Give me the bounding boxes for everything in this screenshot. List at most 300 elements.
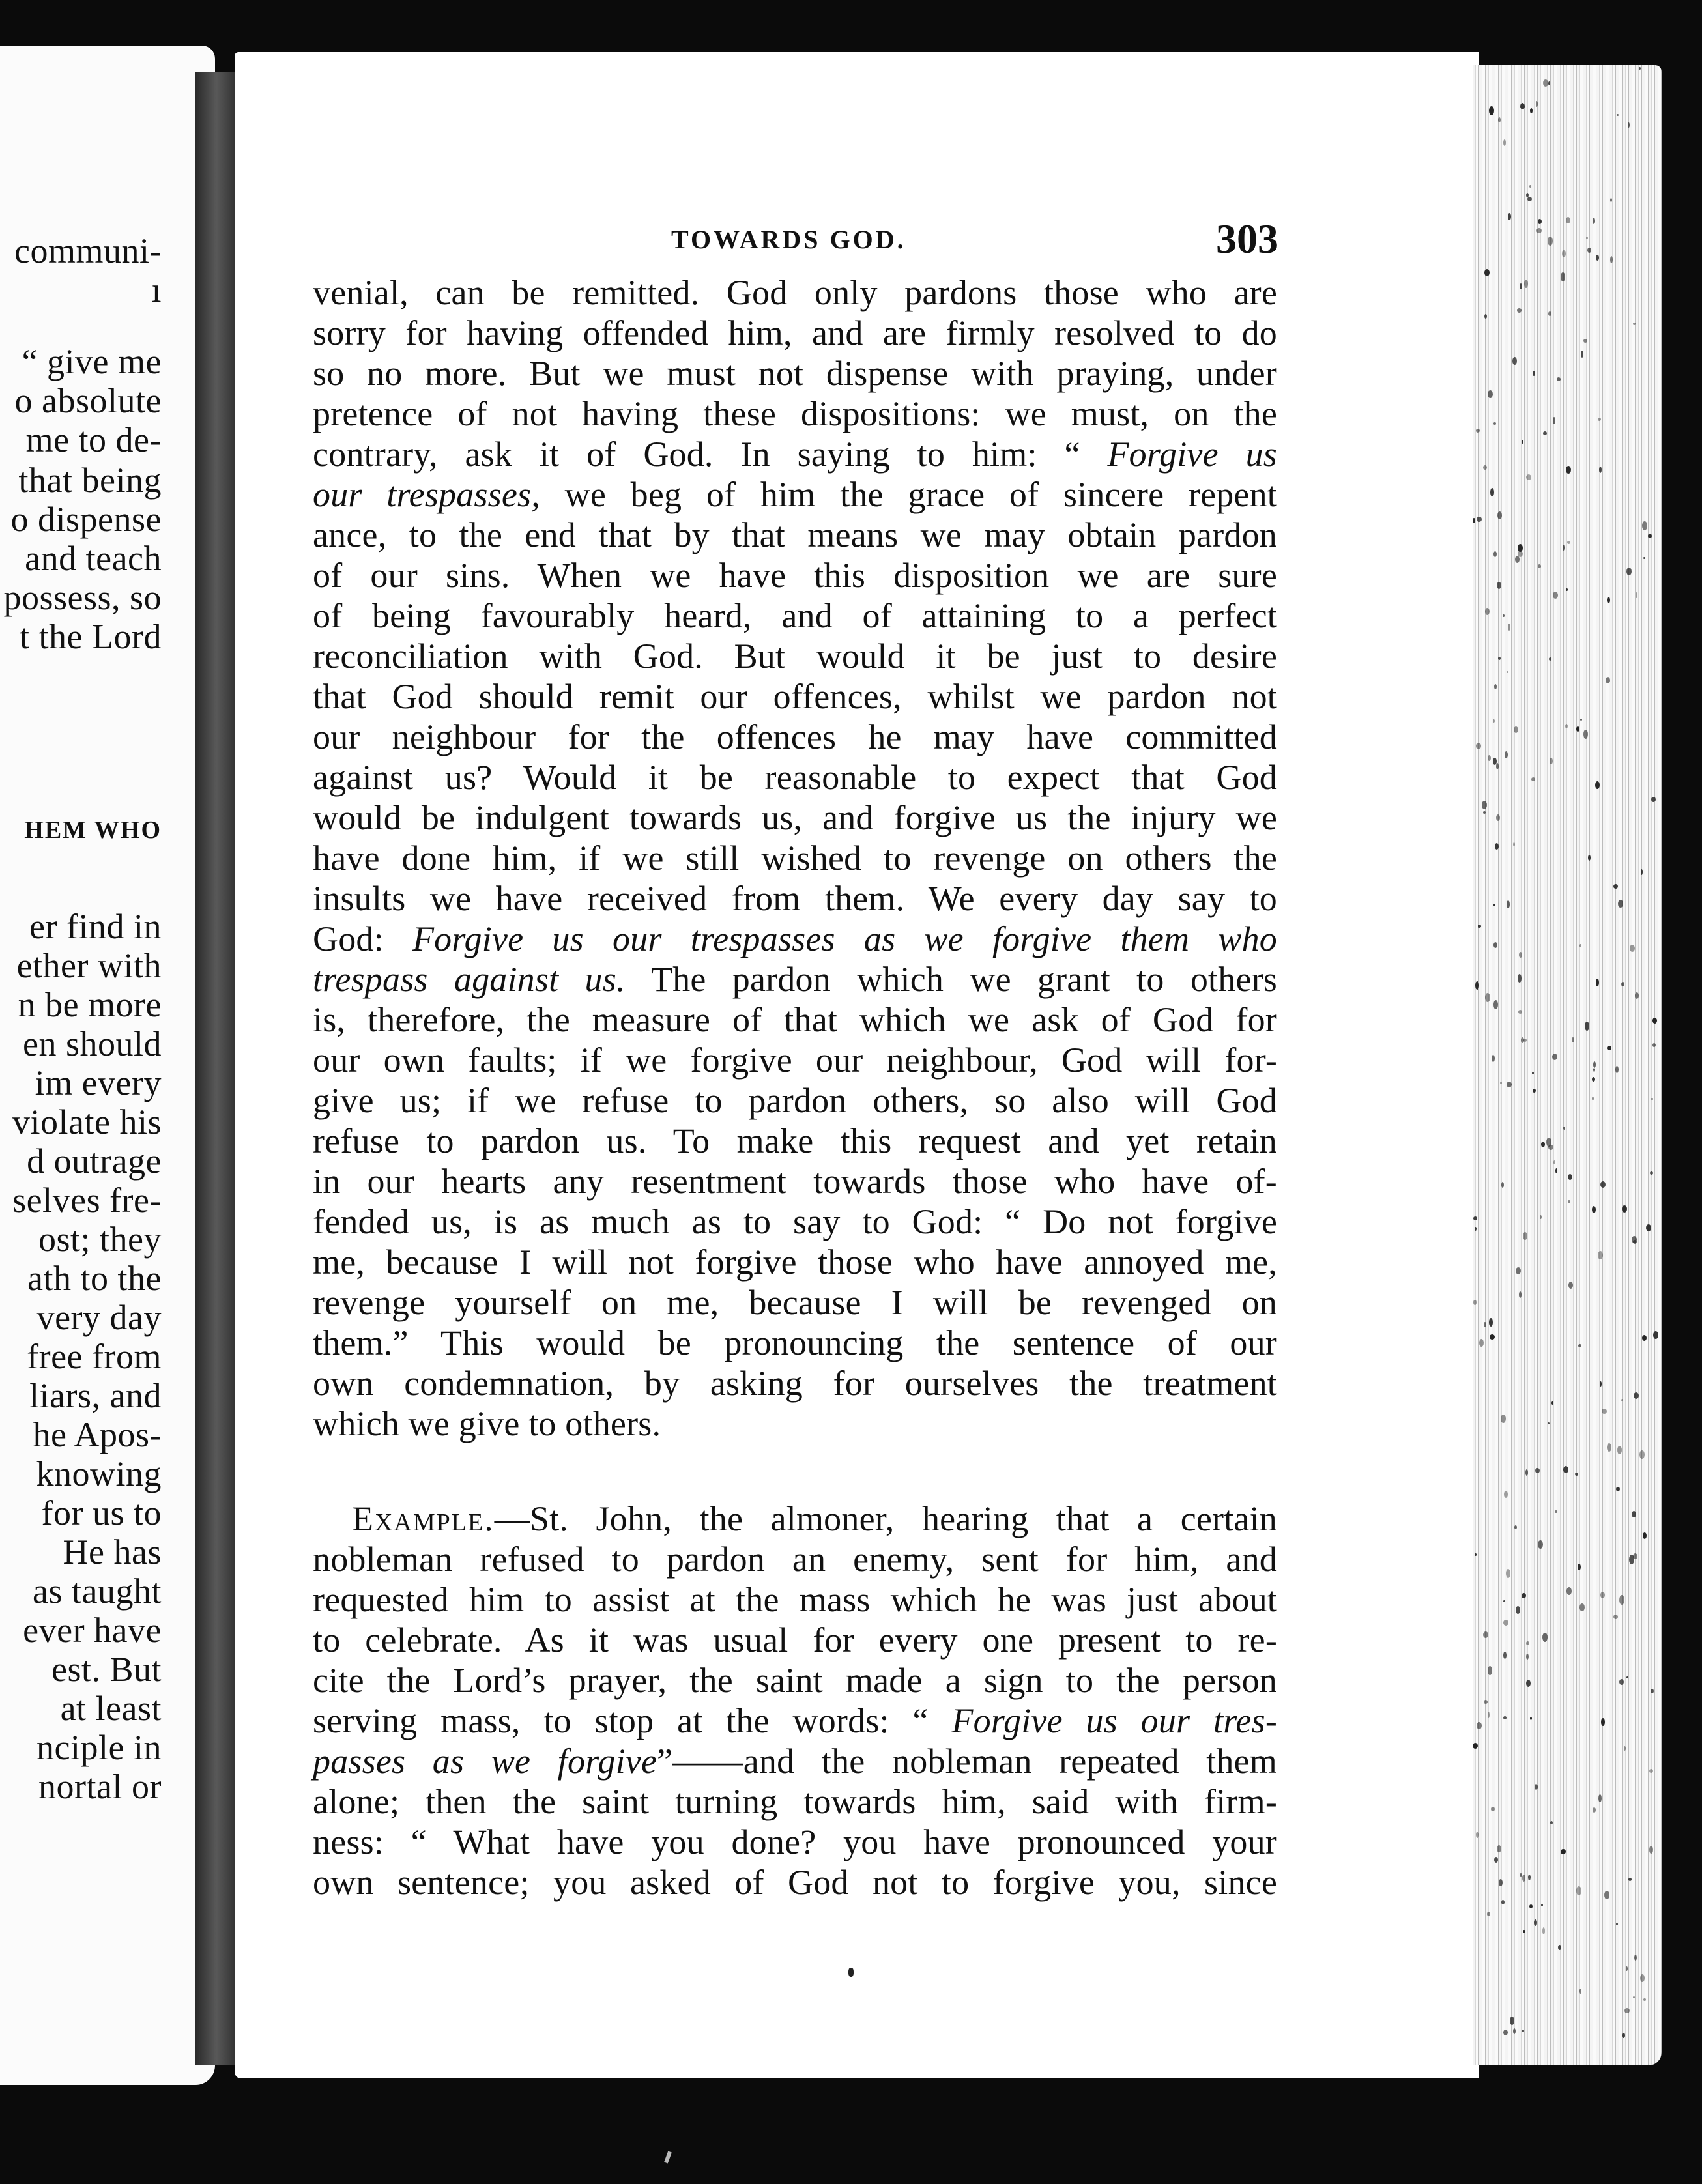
text-line bbox=[313, 1741, 1277, 1781]
edge-speck bbox=[1512, 357, 1517, 365]
edge-speck bbox=[1567, 541, 1570, 544]
edge-speck bbox=[1490, 488, 1494, 496]
edge-speck bbox=[1634, 1955, 1637, 1961]
edge-speck bbox=[1565, 724, 1568, 728]
left-page-line: im every bbox=[35, 1063, 162, 1102]
left-page-line: ı bbox=[151, 270, 162, 309]
text-line bbox=[313, 959, 1277, 999]
edge-speck bbox=[1593, 1068, 1595, 1072]
edge-speck bbox=[1503, 1620, 1508, 1626]
text-span: ”——and the nobleman repeated them bbox=[657, 1742, 1278, 1781]
edge-speck bbox=[1476, 429, 1480, 433]
left-page-line: “ give me bbox=[22, 342, 162, 381]
edge-speck bbox=[1503, 2030, 1508, 2035]
text-span: requested him to assist at the mass which he was just about bbox=[313, 1580, 1277, 1619]
body-text bbox=[313, 272, 1277, 1903]
text-span: refuse to pardon us. To make this request and yet retain bbox=[313, 1121, 1277, 1160]
edge-speck bbox=[1529, 185, 1531, 188]
edge-speck bbox=[1535, 1468, 1540, 1473]
edge-speck bbox=[1531, 777, 1535, 781]
edge-speck bbox=[1484, 269, 1490, 276]
edge-speck bbox=[1519, 952, 1522, 958]
text-span: is, therefore, the measure of that which we ask of God for bbox=[313, 1000, 1277, 1039]
left-page-line: ether with bbox=[16, 946, 162, 985]
edge-speck bbox=[1477, 517, 1482, 522]
edge-speck bbox=[1514, 726, 1518, 733]
left-page-line: he Apos- bbox=[33, 1415, 162, 1454]
edge-speck bbox=[1640, 1974, 1645, 1982]
text-span: give us; if we refuse to pardon others, so also will God bbox=[313, 1081, 1277, 1120]
edge-speck bbox=[1581, 351, 1583, 358]
edge-speck bbox=[1549, 657, 1551, 661]
text-line bbox=[313, 1701, 1277, 1741]
edge-speck bbox=[1628, 122, 1630, 128]
text-line bbox=[313, 1499, 1277, 1539]
left-page-line: for us to bbox=[41, 1493, 162, 1532]
edge-speck bbox=[1652, 1018, 1657, 1024]
text-line bbox=[313, 434, 1277, 474]
edge-speck bbox=[1479, 1339, 1484, 1347]
edge-speck bbox=[1552, 1054, 1557, 1060]
left-page-line: that being bbox=[18, 461, 162, 500]
edge-speck bbox=[1522, 2030, 1524, 2032]
text-line bbox=[313, 636, 1277, 676]
edge-speck bbox=[1501, 1415, 1506, 1423]
edge-speck bbox=[1566, 217, 1570, 223]
edge-speck bbox=[1498, 117, 1501, 122]
edge-speck bbox=[1533, 371, 1535, 376]
edge-speck bbox=[1528, 1875, 1531, 1880]
left-page-line: possess, so bbox=[3, 578, 162, 617]
edge-speck bbox=[1527, 197, 1532, 201]
edge-speck bbox=[1630, 945, 1635, 952]
edge-speck bbox=[1643, 1998, 1646, 2001]
edge-speck bbox=[1517, 308, 1522, 313]
left-page-line: o absolute bbox=[14, 381, 162, 420]
edge-speck bbox=[1497, 511, 1502, 519]
text-span: have done him, if we still wished to revenge on others the bbox=[313, 839, 1277, 878]
edge-speck bbox=[1576, 1886, 1581, 1895]
text-line bbox=[313, 757, 1277, 797]
edge-speck bbox=[1489, 106, 1494, 115]
edge-speck bbox=[1635, 992, 1639, 999]
edge-speck bbox=[1494, 1857, 1498, 1863]
text-line bbox=[313, 353, 1277, 394]
edge-speck bbox=[1592, 1206, 1596, 1213]
edge-speck bbox=[1636, 592, 1637, 598]
edge-speck bbox=[1508, 624, 1510, 631]
edge-speck bbox=[1540, 1215, 1542, 1219]
left-page-line: as taught bbox=[33, 1572, 162, 1611]
left-page-line: He has bbox=[63, 1532, 162, 1572]
running-head: TOWARDS GOD. bbox=[671, 225, 906, 254]
left-page-line: ost; they bbox=[38, 1220, 162, 1259]
ink-speck bbox=[664, 2151, 672, 2164]
edge-speck bbox=[1639, 67, 1641, 70]
left-page-line: me to de- bbox=[25, 420, 162, 459]
left-page-line: est. But bbox=[51, 1650, 162, 1689]
text-span: serving mass, to stop at the words: “ bbox=[313, 1701, 952, 1740]
edge-speck bbox=[1543, 79, 1548, 87]
italic-span: trespass against us. bbox=[313, 960, 626, 999]
edge-speck bbox=[1599, 467, 1602, 473]
left-page-line: selves fre- bbox=[12, 1181, 162, 1220]
edge-speck bbox=[1473, 518, 1475, 523]
left-page-line: n be more bbox=[18, 985, 162, 1024]
edge-speck bbox=[1600, 1181, 1606, 1188]
text-line bbox=[313, 1282, 1277, 1323]
text-span: against us? Would it be reasonable to expect that God bbox=[313, 758, 1277, 797]
edge-speck bbox=[1503, 1652, 1507, 1659]
edge-speck bbox=[1553, 1160, 1555, 1164]
italic-span: our trespasses, bbox=[313, 475, 540, 514]
text-span: in our hearts any resentment towards those who have of- bbox=[313, 1162, 1277, 1201]
edge-speck bbox=[1586, 237, 1588, 239]
edge-speck bbox=[1493, 942, 1497, 948]
edge-speck bbox=[1642, 521, 1647, 530]
edge-speck bbox=[1542, 1633, 1548, 1642]
edge-speck bbox=[1550, 1821, 1553, 1824]
text-line bbox=[313, 515, 1277, 555]
edge-speck bbox=[1651, 1098, 1653, 1100]
left-page-line: communi- bbox=[14, 231, 162, 270]
edge-speck bbox=[1476, 743, 1481, 749]
edge-speck bbox=[1503, 614, 1505, 617]
edge-speck bbox=[1610, 256, 1613, 263]
edge-speck bbox=[1598, 1794, 1602, 1802]
text-span: alone; then the saint turning towards him, said with firm- bbox=[313, 1782, 1277, 1821]
edge-speck bbox=[1543, 431, 1547, 435]
edge-speck bbox=[1488, 1666, 1492, 1675]
left-page-line: and teach bbox=[25, 539, 162, 578]
left-page-line: o dispense bbox=[10, 500, 162, 539]
edge-speck bbox=[1626, 568, 1632, 575]
edge-speck bbox=[1534, 1919, 1537, 1926]
edge-speck bbox=[1578, 1344, 1581, 1347]
edge-speck bbox=[1530, 108, 1533, 113]
left-page-line: HEM WHO bbox=[24, 816, 162, 844]
edge-speck bbox=[1561, 1849, 1566, 1854]
edge-speck bbox=[1633, 323, 1636, 325]
edge-speck bbox=[1568, 1200, 1570, 1203]
edge-speck bbox=[1550, 758, 1553, 764]
edge-speck bbox=[1649, 1769, 1653, 1773]
edge-speck bbox=[1520, 1873, 1522, 1877]
text-span: contrary, ask it of God. In saying to him: “ bbox=[313, 435, 1108, 474]
edge-speck bbox=[1536, 101, 1538, 107]
edge-speck bbox=[1578, 1564, 1581, 1570]
text-line bbox=[313, 717, 1277, 757]
edge-speck bbox=[1516, 1606, 1520, 1614]
edge-speck bbox=[1557, 377, 1561, 381]
text-span: our neighbour for the offences he may have committed bbox=[313, 717, 1277, 756]
left-page-line: violate his bbox=[12, 1102, 162, 1142]
edge-speck bbox=[1541, 1142, 1545, 1147]
text-line bbox=[313, 1201, 1277, 1242]
edge-speck bbox=[1604, 1891, 1609, 1899]
edge-speck bbox=[1566, 588, 1568, 591]
edge-speck bbox=[1513, 2028, 1516, 2034]
edge-speck bbox=[1484, 314, 1487, 319]
edge-speck bbox=[1553, 592, 1558, 599]
edge-speck bbox=[1520, 103, 1525, 109]
edge-speck bbox=[1503, 1716, 1507, 1719]
edge-speck bbox=[1522, 1875, 1525, 1882]
edge-speck bbox=[1484, 1322, 1486, 1327]
edge-speck bbox=[1548, 311, 1551, 316]
edge-speck bbox=[1626, 1966, 1628, 1971]
edge-speck bbox=[1542, 1927, 1545, 1934]
edge-speck bbox=[1496, 763, 1499, 769]
edge-speck bbox=[1566, 1587, 1572, 1595]
edge-speck bbox=[1576, 726, 1579, 732]
edge-speck bbox=[1626, 1676, 1628, 1678]
edge-speck bbox=[1503, 1600, 1505, 1602]
text-line bbox=[313, 1660, 1277, 1701]
edge-speck bbox=[1497, 582, 1501, 589]
edge-speck bbox=[1515, 556, 1520, 563]
left-page-line: en should bbox=[23, 1024, 162, 1063]
edge-speck bbox=[1607, 1443, 1611, 1452]
edge-speck bbox=[1526, 1654, 1529, 1660]
italic-span: Forgive us our trespasses as we forgive them who bbox=[412, 919, 1278, 958]
edge-speck bbox=[1507, 900, 1510, 908]
text-span: cite the Lord’s prayer, the saint made a sign to the person bbox=[313, 1661, 1277, 1700]
text-span: so no more. But we must not dispense with praying, under bbox=[313, 354, 1277, 393]
text-span: we beg of him the grace of sincere repent bbox=[540, 475, 1278, 514]
text-line bbox=[313, 1363, 1277, 1403]
text-line bbox=[313, 1620, 1277, 1660]
edge-speck bbox=[1518, 1010, 1522, 1014]
text-line bbox=[313, 878, 1277, 919]
edge-speck bbox=[1476, 1832, 1479, 1838]
edge-speck bbox=[1596, 979, 1599, 986]
edge-speck bbox=[1489, 1318, 1493, 1327]
edge-speck bbox=[1649, 1846, 1653, 1854]
edge-speck bbox=[1514, 1525, 1517, 1529]
edge-speck bbox=[1592, 1077, 1595, 1082]
text-line bbox=[313, 1242, 1277, 1282]
edge-speck bbox=[1491, 1807, 1495, 1811]
left-page-line: at least bbox=[60, 1689, 162, 1728]
edge-speck bbox=[1583, 730, 1588, 739]
edge-speck bbox=[1616, 1487, 1620, 1491]
edge-speck bbox=[1639, 1450, 1645, 1459]
edge-speck bbox=[1530, 1717, 1532, 1720]
edge-speck bbox=[1633, 1996, 1635, 1998]
left-page-line: very day bbox=[36, 1298, 162, 1337]
edge-speck bbox=[1493, 551, 1497, 557]
text-span: ness: “ What have you done? you have pronounced your bbox=[313, 1822, 1277, 1861]
edge-speck bbox=[1651, 1689, 1654, 1693]
edge-speck bbox=[1622, 1205, 1627, 1213]
left-page-line: ath to the bbox=[27, 1259, 162, 1298]
edge-speck bbox=[1538, 564, 1541, 568]
text-line bbox=[313, 999, 1277, 1040]
edge-speck bbox=[1506, 1569, 1510, 1578]
text-line bbox=[313, 797, 1277, 838]
edge-speck bbox=[1546, 1138, 1551, 1147]
edge-speck bbox=[1518, 974, 1522, 983]
text-line bbox=[313, 676, 1277, 717]
edge-speck bbox=[1532, 1072, 1534, 1074]
edge-speck bbox=[1568, 1282, 1573, 1289]
edge-speck bbox=[1483, 1631, 1488, 1638]
edge-speck bbox=[1579, 944, 1581, 947]
left-page-line: ever have bbox=[23, 1611, 162, 1650]
text-span: reconciliation with God. But would it be just to desire bbox=[313, 637, 1277, 676]
edge-speck bbox=[1482, 801, 1487, 809]
edge-speck bbox=[1619, 1679, 1624, 1685]
edge-speck bbox=[1643, 557, 1645, 559]
edge-speck bbox=[1519, 1291, 1522, 1298]
italic-span: Forgive us our tres- bbox=[951, 1701, 1277, 1740]
edge-speck bbox=[1600, 1592, 1605, 1598]
left-page-line: knowing bbox=[36, 1454, 162, 1493]
edge-speck bbox=[1555, 1168, 1557, 1173]
edge-speck bbox=[1618, 900, 1623, 908]
edge-speck bbox=[1497, 1845, 1501, 1852]
edge-speck bbox=[1610, 198, 1612, 202]
edge-speck bbox=[1500, 1082, 1502, 1084]
edge-speck bbox=[1548, 81, 1550, 85]
left-page-line: d outrage bbox=[27, 1142, 162, 1181]
edge-speck bbox=[1551, 1401, 1553, 1405]
text-line bbox=[313, 1121, 1277, 1161]
edge-speck bbox=[1504, 1491, 1508, 1498]
left-page-line: t the Lord bbox=[20, 617, 162, 656]
edge-speck bbox=[1598, 1251, 1603, 1259]
edge-speck bbox=[1632, 1511, 1636, 1517]
edge-speck bbox=[1513, 842, 1515, 846]
edge-speck bbox=[1487, 1912, 1490, 1916]
edge-speck bbox=[1516, 1267, 1521, 1274]
edge-speck bbox=[1541, 1904, 1543, 1906]
text-span: nobleman refused to pardon an enemy, sent for him, and bbox=[313, 1540, 1277, 1579]
smallcaps-span: Example. bbox=[352, 1499, 495, 1538]
italic-span: passes as we forgive bbox=[313, 1742, 657, 1781]
text-span: me, because I will not forgive those who have annoyed me, bbox=[313, 1243, 1277, 1282]
edge-speck bbox=[1602, 1409, 1607, 1414]
text-span: them.” This would be pronouncing the sentence of our bbox=[313, 1323, 1277, 1362]
text-line bbox=[313, 1862, 1277, 1903]
edge-speck bbox=[1536, 228, 1542, 233]
edge-speck bbox=[1593, 1807, 1596, 1813]
edge-speck bbox=[1607, 1046, 1611, 1050]
edge-speck bbox=[1507, 671, 1508, 673]
edge-speck bbox=[1548, 237, 1553, 246]
edge-speck bbox=[1634, 1392, 1639, 1399]
edge-speck bbox=[1613, 884, 1618, 889]
text-line bbox=[313, 1040, 1277, 1080]
edge-speck bbox=[1563, 1127, 1565, 1130]
text-span: pretence of not having these dispositions: we must, on the bbox=[313, 394, 1277, 433]
text-span: venial, can be remitted. God only pardons those who are bbox=[313, 273, 1277, 312]
italic-span: Forgive us bbox=[1107, 435, 1277, 474]
edge-speck bbox=[1529, 1904, 1533, 1908]
edge-speck bbox=[1580, 719, 1582, 721]
edge-speck bbox=[1615, 1066, 1619, 1073]
edge-speck bbox=[1616, 1923, 1618, 1925]
edge-speck bbox=[1633, 1553, 1637, 1559]
text-span: The pardon which we grant to others bbox=[625, 960, 1278, 999]
edge-speck bbox=[1607, 597, 1610, 603]
text-line bbox=[313, 1323, 1277, 1363]
edge-speck bbox=[1477, 1722, 1482, 1729]
text-line bbox=[313, 474, 1277, 515]
text-span: would be indulgent towards us, and forgive us the injury we bbox=[313, 798, 1277, 837]
text-span: own sentence; you asked of God not to forgive you, since bbox=[313, 1863, 1277, 1902]
edge-speck bbox=[1498, 657, 1501, 660]
edge-speck bbox=[1548, 1422, 1550, 1424]
edge-speck bbox=[1503, 139, 1506, 146]
edge-speck bbox=[1533, 1089, 1536, 1093]
text-line bbox=[313, 1161, 1277, 1201]
edge-speck bbox=[1473, 1300, 1477, 1305]
text-line bbox=[313, 1403, 1277, 1444]
left-page-line: free from bbox=[27, 1337, 162, 1376]
text-span: God: bbox=[313, 919, 412, 958]
edge-speck bbox=[1566, 466, 1571, 474]
edge-speck bbox=[1493, 904, 1495, 906]
left-page-line: nortal or bbox=[38, 1767, 162, 1806]
edge-speck bbox=[1606, 677, 1610, 683]
edge-speck bbox=[1572, 1037, 1574, 1042]
edge-speck bbox=[1501, 1900, 1505, 1904]
edge-speck bbox=[1485, 608, 1490, 615]
edge-speck bbox=[1493, 719, 1495, 723]
left-page-line: liars, and bbox=[29, 1376, 162, 1415]
edge-speck bbox=[1562, 250, 1566, 257]
edge-speck bbox=[1478, 925, 1481, 928]
edge-speck bbox=[1535, 1784, 1538, 1790]
edge-speck bbox=[1622, 2033, 1625, 2038]
edge-speck bbox=[1507, 1082, 1512, 1087]
edge-speck bbox=[1628, 1878, 1632, 1881]
edge-speck bbox=[1488, 390, 1493, 398]
text-span: our own faults; if we forgive our neighbour, God will for- bbox=[313, 1041, 1277, 1080]
edge-speck bbox=[1496, 814, 1500, 821]
text-line bbox=[313, 313, 1277, 353]
left-page-line: er find in bbox=[29, 907, 162, 946]
edge-speck bbox=[1522, 440, 1523, 444]
edge-speck bbox=[1488, 1712, 1490, 1718]
edge-speck bbox=[1592, 1097, 1594, 1100]
edge-speck bbox=[1650, 1171, 1653, 1175]
edge-speck bbox=[1510, 2017, 1514, 2025]
edge-speck bbox=[1492, 1055, 1495, 1062]
text-line bbox=[313, 919, 1277, 959]
text-span: to celebrate. As it was usual for every one present to re- bbox=[313, 1620, 1277, 1660]
edge-speck bbox=[1525, 1469, 1528, 1476]
edge-speck bbox=[1617, 114, 1619, 116]
text-span: ance, to the end that by that means we may obtain pardon bbox=[313, 515, 1277, 554]
edge-speck bbox=[1473, 1216, 1477, 1220]
edge-speck bbox=[1601, 1718, 1605, 1726]
edge-speck bbox=[1568, 1174, 1572, 1180]
page-number: 303 bbox=[1216, 216, 1278, 262]
edge-speck bbox=[1587, 248, 1591, 253]
edge-speck bbox=[1651, 797, 1656, 802]
text-span: —St. John, the almoner, hearing that a certain bbox=[494, 1499, 1277, 1538]
edge-speck bbox=[1488, 755, 1491, 761]
edge-speck bbox=[1518, 544, 1523, 552]
edge-speck bbox=[1508, 213, 1511, 220]
edge-speck bbox=[1652, 1043, 1656, 1047]
edge-speck bbox=[1595, 781, 1600, 789]
edge-speck bbox=[1523, 1232, 1527, 1240]
edge-speck bbox=[1617, 1446, 1622, 1454]
